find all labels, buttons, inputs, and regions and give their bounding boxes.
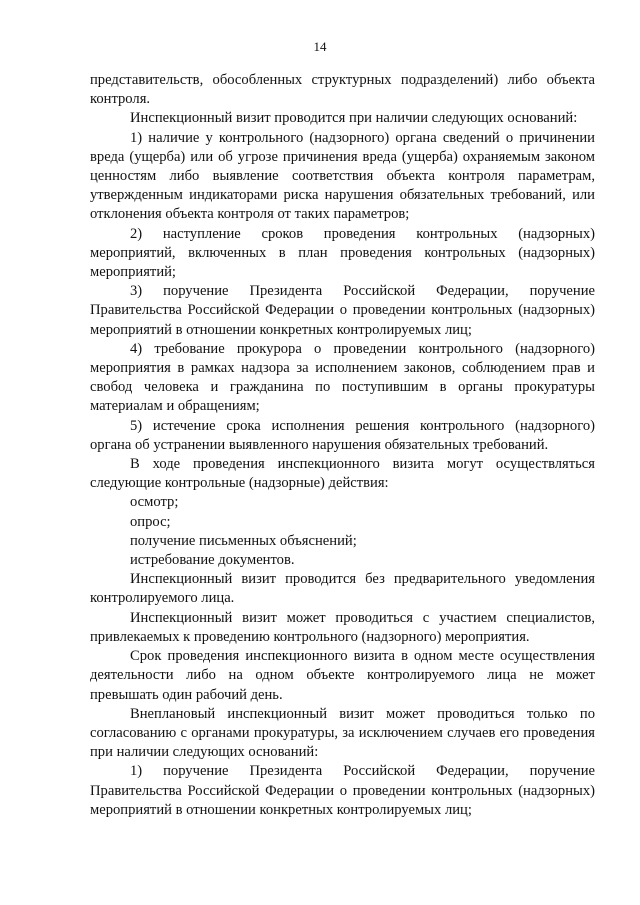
paragraph-specialists: Инспекционный визит может проводиться с участием специалистов, привлекаемых к проведению контрольного (надзорного) мероприятия. (90, 609, 595, 645)
paragraph-ground-3: 3) поручение Президента Российской Федерации, поручение Правительства Российской Федерации о проведении контрольных (надзорных) мероприятий в отношении конкретных контролируемых лиц; (90, 283, 595, 338)
paragraph-ground-2: 2) наступление сроков проведения контрольных (надзорных) мероприятий, включенных в план проведения контрольных (надзорных) мероприятий; (90, 225, 595, 281)
paragraph-unscheduled-ground-1: 1) поручение Президента Российской Федерации, поручение Правительства Российской Федерации о проведении контрольных (надзорных) мероприятий в отношении конкретных контролируемых лиц; (90, 763, 595, 818)
list-item-survey: опрос; (130, 513, 171, 530)
paragraph-continuation: представительств, обособленных структурных подразделений) либо объекта контроля. (90, 72, 595, 108)
list-item-document-request: истребование документов. (130, 552, 295, 569)
paragraph-ground-4: 4) требование прокурора о проведении контрольного (надзорного) мероприятия в рамках надзора за исполнением законов, соблюдением прав и свобод человека и гражданина по поступившим в органы прокуратуры материалам и обращениям; (90, 340, 595, 415)
paragraph-actions-intro: В ходе проведения инспекционного визита могут осуществляться следующие контрольные (надзорные) действия: (90, 456, 595, 492)
paragraph-unscheduled: Внеплановый инспекционный визит может проводиться только по согласованию с органами прокуратуры, за исключением случаев его проведения при наличии следующих оснований: (90, 705, 595, 761)
page-number: 14 (313, 39, 327, 54)
paragraph-ground-1: 1) наличие у контрольного (надзорного) органа сведений о причинении вреда (ущерба) или об угрозе причинения вреда (ущерба) охраняемым законом ценностям либо выявление соответствия объекта контроля параметрам, утвержденным индикаторами риска нарушения обязательных требований, или отклонения объекта контроля от таких параметров; (90, 129, 595, 223)
body-text (90, 71, 595, 820)
paragraph-duration: Срок проведения инспекционного визита в одном месте осуществления деятельности либо на одном объекте контролируемого лица не может превышать один рабочий день. (90, 648, 595, 703)
paragraph-no-notice: Инспекционный визит проводится без предварительного уведомления контролируемого лица. (90, 571, 595, 607)
paragraph-ground-5: 5) истечение срока исполнения решения контрольного (надзорного) органа об устранении выявленного нарушения обязательных требований. (90, 417, 595, 453)
list-item-written-explanations: получение письменных объяснений; (130, 532, 357, 549)
paragraph-grounds-intro: Инспекционный визит проводится при наличии следующих оснований: (130, 110, 578, 127)
list-item-inspection: осмотр; (130, 494, 179, 511)
